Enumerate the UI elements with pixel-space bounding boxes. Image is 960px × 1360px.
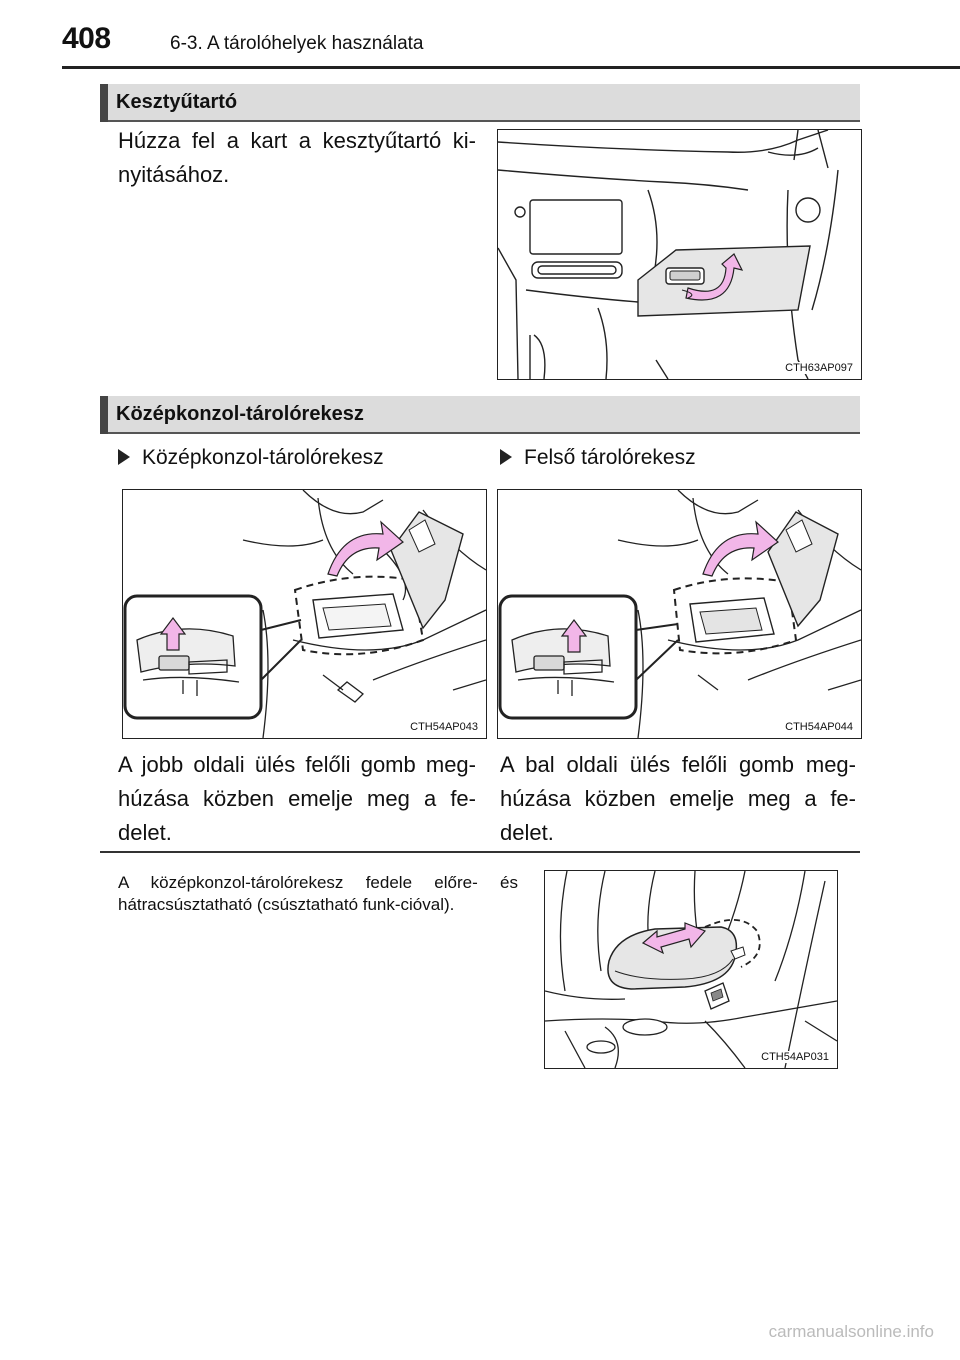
sliding-lid-illustration — [544, 870, 838, 1069]
sliding-lid-note: A középkonzol-tárolórekesz fedele előre- és hátracsúsztatható (csúsztatható funk-cióval). — [118, 873, 518, 914]
section-title-console: Középkonzol-tárolórekesz — [116, 403, 364, 425]
section-marker — [100, 84, 108, 122]
bullet-arrow-icon — [500, 449, 512, 465]
section-header-glovebox — [100, 84, 860, 122]
glovebox-illustration — [497, 129, 862, 380]
section-marker — [100, 396, 108, 434]
figure-code: CTH54AP043 — [410, 721, 478, 733]
bullet-text: Felső tárolórekesz — [524, 446, 696, 469]
caption-console-left: A jobb oldali ülés felőli gomb meg-húzása közben emelje meg a fe-delet. — [118, 752, 476, 845]
page-number: 408 — [62, 22, 111, 55]
section-header-console — [100, 396, 860, 434]
figure-code: CTH54AP044 — [785, 721, 853, 733]
header-rule — [62, 66, 960, 69]
bullet-console-right — [500, 446, 696, 470]
console-box-illustration — [122, 489, 487, 739]
bullet-arrow-icon — [118, 449, 130, 465]
figure-code: CTH54AP031 — [761, 1051, 829, 1063]
bullet-text: Középkonzol-tárolórekesz — [142, 446, 384, 469]
upper-box-illustration — [497, 489, 862, 739]
section-title-glovebox: Kesztyűtartó — [116, 91, 238, 113]
figure-code: CTH63AP097 — [785, 362, 853, 374]
section-divider — [100, 851, 860, 853]
glovebox-instruction: Húzza fel a kart a kesztyűtartó ki-nyitásához. — [118, 128, 476, 187]
chapter-title: 6-3. A tárolóhelyek használata — [170, 33, 424, 54]
bullet-console-left — [118, 446, 384, 470]
caption-console-right: A bal oldali ülés felőli gomb meg-húzása közben emelje meg a fe-delet. — [500, 752, 856, 845]
watermark: carmanualsonline.info — [768, 1322, 934, 1341]
